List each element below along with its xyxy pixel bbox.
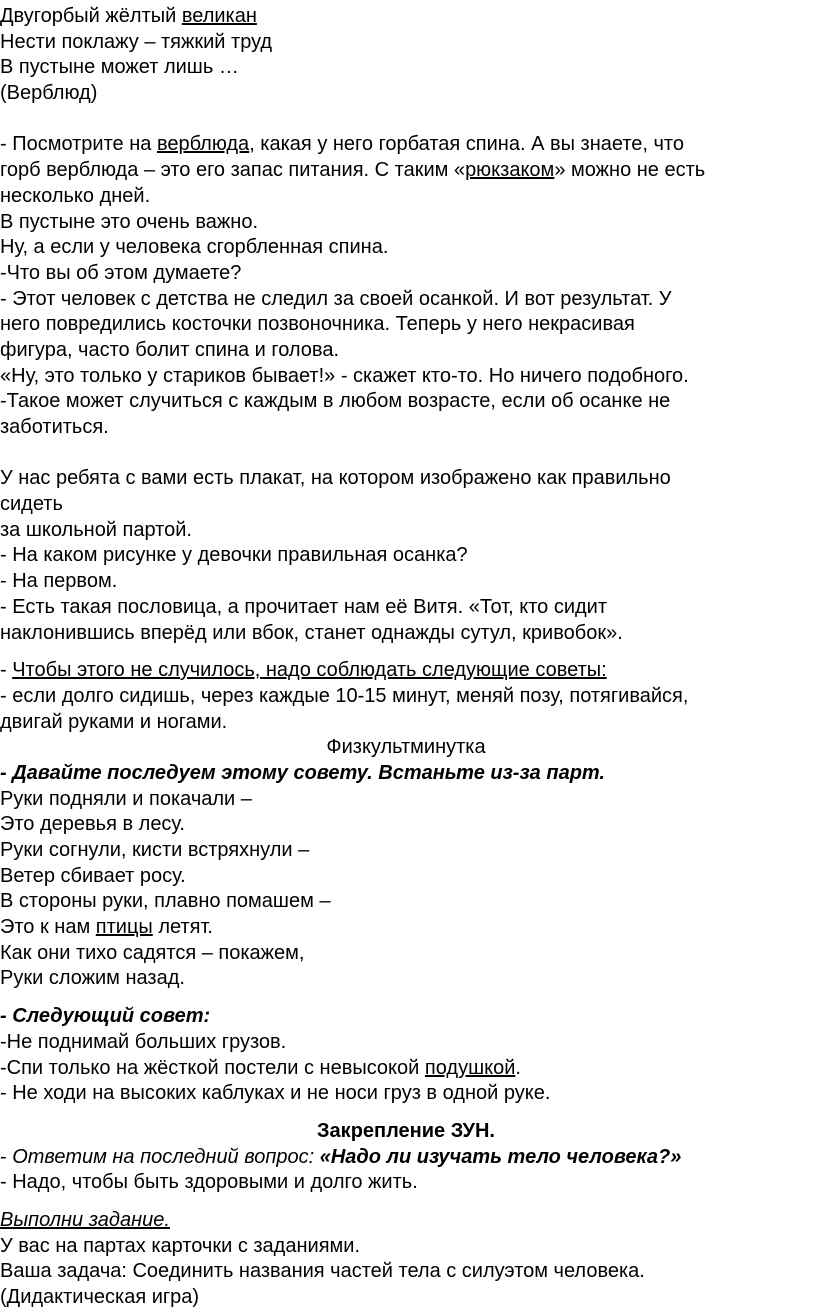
camel-line-2 [0, 158, 812, 184]
poster-line-2: сидеть [0, 493, 63, 516]
poster-line-3: за школьной партой. [0, 518, 192, 541]
camel-line-3: несколько дней. [0, 184, 151, 207]
exercise-line-7: Как они тихо садятся – покажем, [0, 941, 305, 964]
task-title: Выполни задание. [0, 1208, 170, 1231]
text: летят. [152, 916, 213, 939]
exercise-line-5: В стороны руки, плавно помашем – [0, 890, 331, 913]
link-velikan[interactable]: великан [181, 5, 257, 27]
advice-line-2: - если долго сидишь, через каждые 10-15 минут, меняй позу, потягивайся, [0, 684, 689, 707]
riddle-line-1 [0, 4, 812, 30]
consolidation-answer: - Надо, чтобы быть здоровыми и долго жить. [0, 1171, 418, 1194]
camel-line-12: заботиться. [0, 416, 109, 438]
text: горб верблюда – это его запас питания. С таким « [0, 159, 466, 182]
exercise-intro: - Давайте последуем этому совету. Встаньте из-за парт. [0, 761, 605, 784]
task-line-3: (Дидактическая игра) [0, 1286, 200, 1308]
text: » можно не есть [554, 159, 706, 182]
text: Это к нам [0, 916, 96, 939]
task-line-2: Ваша задача: Соединить названия частей тела с силуэтом человека. [0, 1260, 645, 1283]
poster-line-1: У нас ребята с вами есть плакат, на котором изображено как правильно [0, 467, 671, 490]
camel-line-5: Ну, а если у человека сгорбленная спина. [0, 236, 389, 259]
text: «Надо ли изучать тело человека?» [319, 1145, 682, 1168]
link-ptitsy[interactable]: птицы [95, 916, 153, 939]
advice-line-3: двигай руками и ногами. [0, 710, 228, 733]
poster-line-5: - На первом. [0, 570, 118, 593]
riddle-line-2: Нести поклажу – тяжкий труд [0, 30, 273, 53]
camel-line-10: «Ну, это только у стариков бывает!» - скажет кто-то. Но ничего подобного. [0, 364, 689, 387]
riddle-answer: (Верблюд) [0, 82, 98, 105]
camel-line-4: В пустыне это очень важно. [0, 210, 259, 233]
link-podushkoy[interactable]: подушкой [424, 1056, 516, 1079]
consolidation-question [0, 1145, 812, 1171]
poster-line-7: наклонившись вперёд или вбок, станет однажды сутул, кривобок». [0, 621, 623, 644]
exercise-line-6 [0, 915, 812, 941]
consolidation-title: Закрепление ЗУН. [317, 1119, 495, 1142]
exercise-line-1: Руки подняли и покачали – [0, 787, 252, 810]
camel-line-11: -Такое может случиться с каждым в любом возрасте, если об осанке не [0, 390, 671, 413]
exercise-line-8: Руки сложим назад. [0, 967, 185, 990]
text: . [515, 1056, 521, 1079]
link-verblyuda[interactable]: верблюда [156, 133, 250, 156]
next-advice-line-1: -Не поднимай больших грузов. [0, 1030, 287, 1053]
text: , какая у него горбатая спина. А вы знаете, что [249, 133, 684, 156]
camel-line-8: него повредились косточки позвоночника. Теперь у него некрасивая [0, 313, 635, 336]
next-advice-line-3: - Не ходи на высоких каблуках и не носи груз в одной руке. [0, 1082, 551, 1105]
text: - Посмотрите на [0, 133, 157, 156]
text: Ответим на последний вопрос: [12, 1145, 320, 1168]
text: -Спи только на жёсткой постели с невысокой [0, 1056, 425, 1079]
riddle-line-3: В пустыне может лишь … [0, 56, 239, 79]
riddle-text: Двугорбый жёлтый [0, 5, 182, 27]
exercise-line-3: Руки согнули, кисти встряхнули – [0, 839, 310, 861]
next-advice-line-2 [0, 1056, 812, 1082]
camel-line-1 [0, 132, 812, 158]
document-page [0, 4, 812, 1311]
link-ryukzakom[interactable]: рюкзаком [465, 159, 555, 182]
advice-heading: Чтобы этого не случилось, надо соблюдать следующие советы: [12, 659, 607, 682]
camel-line-6: -Что вы об этом думаете? [0, 261, 242, 284]
task-line-1: У вас на партах карточки с заданиями. [0, 1234, 360, 1257]
exercise-title: Физкультминутка [326, 736, 486, 759]
camel-line-7: - Этот человек с детства не следил за своей осанкой. И вот результат. У [0, 287, 672, 310]
exercise-line-2: Это деревья в лесу. [0, 813, 185, 836]
camel-line-9: фигура, часто болит спина и голова. [0, 338, 340, 361]
poster-line-6: - Есть такая пословица, а прочитает нам её Витя. «Тот, кто сидит [0, 595, 608, 618]
text: - [0, 659, 13, 682]
next-advice-title: - Следующий совет: [0, 1005, 211, 1028]
advice-line-1 [0, 658, 812, 684]
text: - [0, 1145, 13, 1168]
exercise-line-4: Ветер сбивает росу. [0, 864, 186, 887]
poster-line-4: - На каком рисунке у девочки правильная осанка? [0, 544, 468, 567]
